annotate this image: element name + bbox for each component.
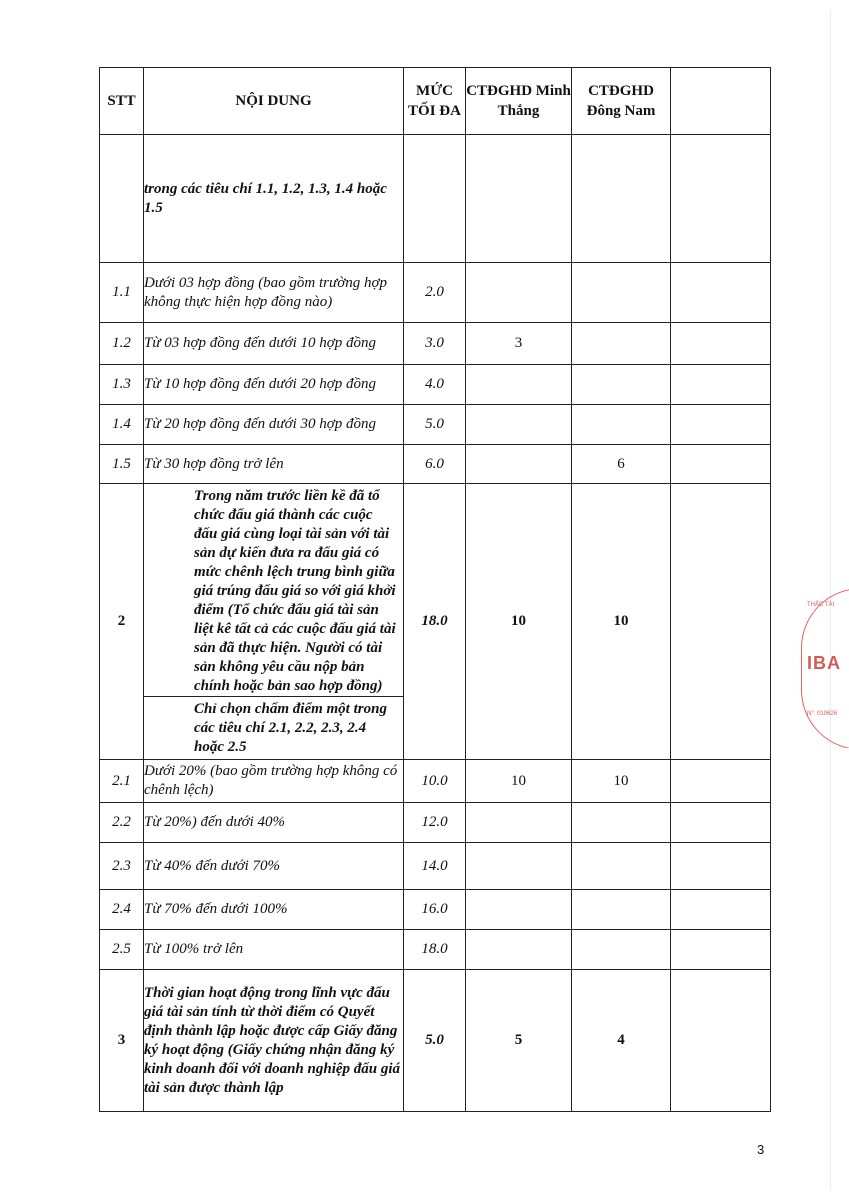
row-content: Từ 100% trở lên [144,930,404,970]
table-row [100,484,771,760]
row-content: Từ 30 hợp đồng trở lên [144,445,404,484]
scoring-table [99,67,771,1112]
row-extra [671,930,771,970]
row-extra [671,484,771,760]
row-extra [671,323,771,365]
row-content: Thời gian hoạt động trong lĩnh vực đấu giá tài sản tính từ thời điểm có Quyết định thành lập hoặc được cấp Giấy đăng ký hoạt động (Giấy chứng nhận đăng ký kinh doanh đối với doanh nghiệp đấu giá tài sản được thành lập [144,970,404,1112]
row-content-cell [144,484,404,760]
table-row [100,405,771,445]
row-minh-thang [466,843,572,890]
row-dong-nam [572,365,671,405]
row-content: Từ 40% đến dưới 70% [144,843,404,890]
row-minh-thang [466,365,572,405]
row-minh-thang: 3 [466,323,572,365]
row-extra [671,970,771,1112]
header-dong-nam: CTĐGHD Đông Nam [572,68,671,135]
row-stt: 1.2 [100,323,144,365]
row-dong-nam: 4 [572,970,671,1112]
row-dong-nam [572,323,671,365]
row-stt: 2.3 [100,843,144,890]
row-minh-thang: 5 [466,970,572,1112]
stamp-text-middle: IBA [807,653,841,673]
row-stt: 2 [100,484,144,760]
row-minh-thang [466,890,572,930]
table-row [100,263,771,323]
row-max: 16.0 [404,890,466,930]
row-content: Dưới 03 hợp đồng (bao gồm trường hợp không thực hiện hợp đồng nào) [144,263,404,323]
row-minh-thang [466,803,572,843]
row-dong-nam [572,135,671,263]
row-dong-nam [572,843,671,890]
row-extra [671,135,771,263]
row-stt: 2.5 [100,930,144,970]
table-row [100,760,771,803]
table-row [100,970,771,1112]
row-dong-nam: 10 [572,760,671,803]
row-stt: 2.4 [100,890,144,930]
row-content: Dưới 20% (bao gồm trường hợp không có chênh lệch) [144,760,404,803]
header-content: NỘI DUNG [144,68,404,135]
table-header-row [100,68,771,135]
row-content: Từ 20%) đến dưới 40% [144,803,404,843]
row-content: Từ 20 hợp đồng đến dưới 30 hợp đồng [144,405,404,445]
header-max: MỨC TỐI ĐA [404,68,466,135]
row-minh-thang: 10 [466,760,572,803]
row-max: 6.0 [404,445,466,484]
row-extra [671,405,771,445]
header-stt: STT [100,68,144,135]
table-row [100,843,771,890]
row-extra [671,890,771,930]
row-max: 5.0 [404,970,466,1112]
row-minh-thang: 10 [466,484,572,760]
criterion-2-note: Chỉ chọn chấm điểm một trong các tiêu chí 2.1, 2.2, 2.3, 2.4 hoặc 2.5 [194,700,387,755]
row-extra [671,843,771,890]
row-stt: 1.3 [100,365,144,405]
row-content: Từ 10 hợp đồng đến dưới 20 hợp đồng [144,365,404,405]
row-stt: 1.4 [100,405,144,445]
row-dong-nam [572,263,671,323]
row-max: 10.0 [404,760,466,803]
row-max: 18.0 [404,930,466,970]
table-row [100,365,771,405]
row-dong-nam [572,890,671,930]
row-stt: 2.1 [100,760,144,803]
row-max [404,135,466,263]
row-dong-nam [572,803,671,843]
row-max: 5.0 [404,405,466,445]
row-minh-thang [466,135,572,263]
row-extra [671,365,771,405]
row-max: 4.0 [404,365,466,405]
row-extra [671,263,771,323]
row-minh-thang [466,405,572,445]
row-extra [671,760,771,803]
row-max: 2.0 [404,263,466,323]
row-content: Từ 03 hợp đồng đến dưới 10 hợp đồng [144,323,404,365]
table-row [100,930,771,970]
row-stt: 1.1 [100,263,144,323]
header-empty [671,68,771,135]
row-minh-thang [466,445,572,484]
row-dong-nam [572,405,671,445]
table-row [100,890,771,930]
row-dong-nam: 6 [572,445,671,484]
row-max: 14.0 [404,843,466,890]
stamp-text-bottom: N°: 010626 [807,711,838,717]
row-max: 12.0 [404,803,466,843]
row-dong-nam [572,930,671,970]
row-extra [671,445,771,484]
row-minh-thang [466,263,572,323]
page-number: 3 [757,1142,765,1157]
row-dong-nam: 10 [572,484,671,760]
header-minh-thang: CTĐGHD Minh Thắng [466,68,572,135]
row-extra [671,803,771,843]
table-row [100,323,771,365]
table-row [100,445,771,484]
criterion-2-description: Trong năm trước liền kề đã tổ chức đấu giá thành các cuộc đấu giá cùng loại tài sản với tài sản dự kiến đưa ra đấu giá có mức chênh lệch trung bình giữa giá trúng đấu giá so với giá khởi điểm (Tổ chức đấu giá tài sản liệt kê tất cả các cuộc đấu giá tài sản đã thực hiện. Người có tài sản không yêu cầu nộp bản chính hoặc bản sao hợp đồng) [144,485,403,697]
row-stt: 2.2 [100,803,144,843]
row-stt: 1.5 [100,445,144,484]
table-row [100,803,771,843]
row-content: Từ 70% đến dưới 100% [144,890,404,930]
row-stt: 3 [100,970,144,1112]
row-minh-thang [466,930,572,970]
row-max: 18.0 [404,484,466,760]
stamp-text-top: THẮC TÀI [807,602,835,608]
red-seal-stamp [797,588,849,748]
row-stt [100,135,144,263]
row-max: 3.0 [404,323,466,365]
row-content: trong các tiêu chí 1.1, 1.2, 1.3, 1.4 hoặc 1.5 [144,135,404,263]
table-row [100,135,771,263]
